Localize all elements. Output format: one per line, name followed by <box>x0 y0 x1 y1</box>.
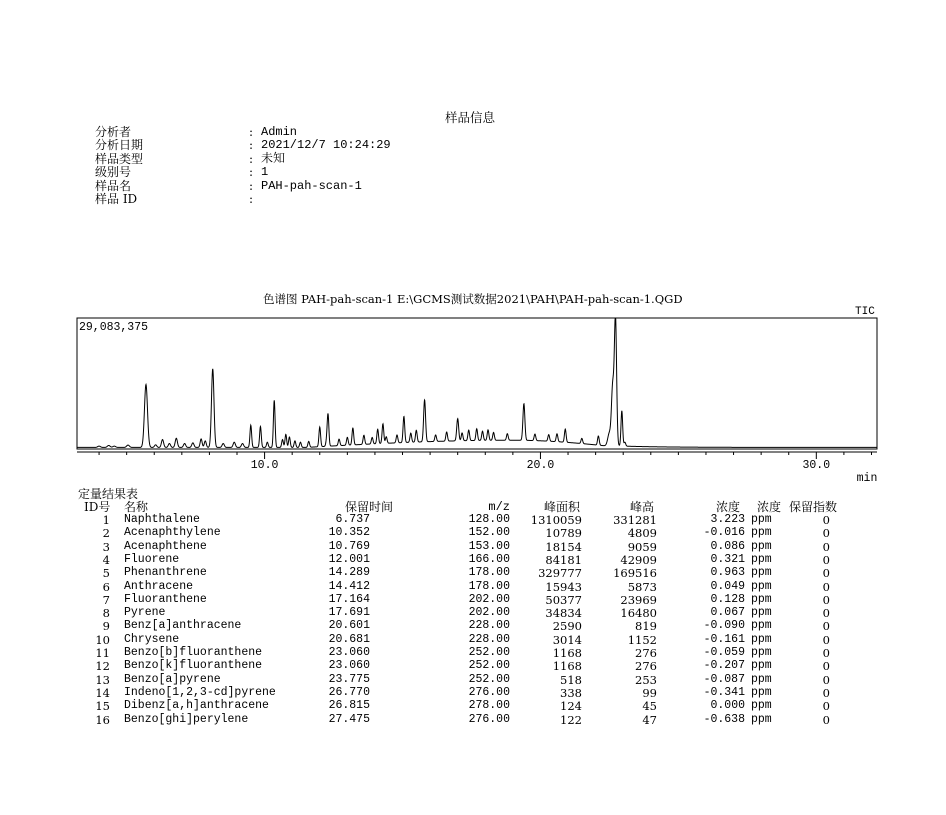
cell-name: Dibenz[a,h]anthracene <box>124 699 269 713</box>
cell-id: 8 <box>102 606 110 621</box>
cell-id: 12 <box>95 659 110 674</box>
header-rt: 保留时间 <box>345 500 394 514</box>
cell-area: 1310059 <box>530 513 582 527</box>
cell-height: 819 <box>635 619 657 634</box>
cell-area: 3014 <box>552 632 582 647</box>
tic-trace <box>77 318 877 447</box>
header-area: 峰面积 <box>544 500 581 514</box>
cell-mz: 178.00 <box>468 579 510 593</box>
cell-unit: ppm <box>751 685 772 699</box>
cell-rt: 10.769 <box>328 539 370 553</box>
cell-rt: 20.681 <box>328 632 370 646</box>
cell-name: Fluoranthene <box>124 592 207 606</box>
cell-name: Indeno[1,2,3-cd]pyrene <box>124 685 276 699</box>
cell-ri: 0 <box>822 659 830 674</box>
cell-conc: -0.090 <box>703 619 745 633</box>
cell-name: Benzo[ghi]perylene <box>124 712 249 726</box>
cell-mz: 276.00 <box>468 685 510 699</box>
x-tick-label: 30.0 <box>802 459 831 472</box>
cell-mz: 252.00 <box>468 659 510 673</box>
cell-ri: 0 <box>822 699 830 714</box>
cell-area: 2590 <box>552 619 582 634</box>
header-conc: 浓度 <box>716 500 741 514</box>
cell-id: 1 <box>102 513 110 527</box>
cell-conc: 0.086 <box>710 539 745 553</box>
cell-name: Benzo[a]pyrene <box>124 672 221 686</box>
cell-ri: 0 <box>822 513 830 527</box>
sample-info-value: 1 <box>261 165 269 180</box>
cell-conc: -0.161 <box>703 632 745 646</box>
cell-rt: 14.289 <box>328 566 370 580</box>
sample-info-value: 未知 <box>261 151 286 166</box>
sample-info-colon: : <box>249 125 254 139</box>
cell-mz: 278.00 <box>468 699 510 713</box>
cell-rt: 26.770 <box>328 685 370 699</box>
cell-height: 99 <box>642 685 657 700</box>
cell-unit: ppm <box>751 619 772 633</box>
x-unit-label: min <box>856 472 878 485</box>
sample-info-colon: : <box>249 178 254 193</box>
cell-id: 13 <box>95 672 110 687</box>
cell-unit: ppm <box>751 699 772 713</box>
cell-height: 9059 <box>627 539 657 554</box>
cell-height: 42909 <box>620 552 657 567</box>
header-conc-unit: 浓度 <box>757 500 782 514</box>
cell-ri: 0 <box>822 566 830 581</box>
cell-mz: 202.00 <box>468 592 510 606</box>
cell-id: 10 <box>95 632 110 647</box>
cell-mz: 166.00 <box>468 552 510 566</box>
cell-mz: 153.00 <box>468 539 510 553</box>
cell-ri: 0 <box>822 646 830 660</box>
cell-id: 4 <box>102 552 110 567</box>
sample-info-label: 样品 ID <box>95 192 138 206</box>
sample-info-value: 2021/12/7 10:24:29 <box>261 138 391 153</box>
trace-label: TIC <box>855 306 875 318</box>
cell-height: 276 <box>635 659 657 674</box>
cell-name: Acenaphthene <box>124 539 207 553</box>
cell-height: 45 <box>642 699 657 714</box>
cell-height: 5873 <box>627 579 657 594</box>
cell-conc: -0.016 <box>703 526 745 540</box>
cell-name: Fluorene <box>124 552 180 566</box>
cell-mz: 128.00 <box>468 513 510 526</box>
cell-conc: -0.207 <box>703 659 745 673</box>
cell-conc: 0.067 <box>710 606 745 620</box>
sample-info-label: 分析日期 <box>95 138 144 153</box>
cell-id: 5 <box>102 566 110 581</box>
cell-height: 23969 <box>620 592 657 607</box>
sample-info-value: Admin <box>261 125 298 139</box>
cell-area: 1168 <box>552 659 582 674</box>
cell-unit: ppm <box>751 539 772 553</box>
cell-conc: -0.341 <box>703 685 745 699</box>
cell-rt: 17.691 <box>328 606 370 620</box>
cell-height: 331281 <box>613 513 657 527</box>
cell-conc: -0.087 <box>703 672 745 686</box>
cell-height: 169516 <box>613 566 657 581</box>
cell-unit: ppm <box>751 552 772 566</box>
cell-height: 4809 <box>627 526 657 541</box>
header-ri: 保留指数 <box>789 500 838 514</box>
cell-area: 338 <box>560 685 582 700</box>
cell-name: Chrysene <box>124 632 180 646</box>
cell-ri: 0 <box>822 592 830 607</box>
header-height: 峰高 <box>630 500 655 514</box>
cell-rt: 23.775 <box>328 672 370 686</box>
cell-height: 16480 <box>620 606 657 621</box>
cell-area: 518 <box>560 672 582 687</box>
cell-mz: 228.00 <box>468 619 510 633</box>
cell-rt: 27.475 <box>328 712 370 726</box>
cell-area: 50377 <box>545 592 582 607</box>
cell-ri: 0 <box>822 632 830 647</box>
cell-ri: 0 <box>822 606 830 621</box>
quant-table-title: 定量结果表 <box>78 487 139 501</box>
cell-unit: ppm <box>751 659 772 673</box>
cell-conc: -0.638 <box>703 712 745 726</box>
cell-conc: 3.223 <box>710 513 745 526</box>
cell-height: 276 <box>635 646 657 660</box>
cell-name: Benzo[k]fluoranthene <box>124 659 263 673</box>
cell-name: Pyrene <box>124 606 166 620</box>
cell-id: 14 <box>95 685 110 700</box>
sample-info-title: 样品信息 <box>445 110 496 125</box>
sample-info-label: 样品类型 <box>95 151 144 166</box>
cell-ri: 0 <box>822 526 830 541</box>
sample-info-colon: : <box>249 165 254 180</box>
x-tick-label: 10.0 <box>250 459 279 472</box>
cell-rt: 14.412 <box>328 579 370 593</box>
cell-unit: ppm <box>751 592 772 606</box>
header-name: 名称 <box>124 500 149 514</box>
cell-name: Benz[a]anthracene <box>124 619 242 633</box>
sample-info-colon: : <box>249 151 254 166</box>
cell-ri: 0 <box>822 685 830 700</box>
cell-id: 16 <box>95 712 110 727</box>
cell-conc: 0.049 <box>710 579 745 593</box>
cell-area: 124 <box>560 699 582 714</box>
cell-unit: ppm <box>751 672 772 686</box>
sample-info-label: 级别号 <box>95 165 132 180</box>
cell-ri: 0 <box>822 552 830 567</box>
cell-rt: 12.001 <box>328 552 370 566</box>
cell-id: 3 <box>102 539 110 554</box>
cell-conc: -0.059 <box>703 646 745 659</box>
cell-rt: 20.601 <box>328 619 370 633</box>
cell-name: Benzo[b]fluoranthene <box>124 646 263 659</box>
cell-mz: 178.00 <box>468 566 510 580</box>
cell-unit: ppm <box>751 712 772 726</box>
cell-id: 2 <box>102 526 110 541</box>
cell-conc: 0.963 <box>710 566 745 580</box>
cell-name: Phenanthrene <box>124 566 207 580</box>
cell-unit: ppm <box>751 606 772 620</box>
cell-height: 1152 <box>627 632 657 647</box>
cell-rt: 6.737 <box>335 513 370 526</box>
cell-area: 1168 <box>552 646 582 660</box>
header-id: ID号 <box>84 500 111 514</box>
cell-mz: 152.00 <box>468 526 510 540</box>
cell-name: Anthracene <box>124 579 194 593</box>
cell-unit: ppm <box>751 632 772 646</box>
cell-unit: ppm <box>751 646 772 659</box>
cell-ri: 0 <box>822 579 830 594</box>
cell-mz: 276.00 <box>468 712 510 726</box>
cell-area: 34834 <box>545 606 582 621</box>
max-intensity-label: 29,083,375 <box>79 321 149 334</box>
chromatogram-title: 色谱图 PAH-pah-scan-1 E:\GCMS测试数据2021\PAH\PAH-pah-scan-1.QGD <box>263 292 683 306</box>
cell-id: 7 <box>102 592 110 607</box>
sample-info-colon: : <box>249 138 254 153</box>
cell-conc: 0.000 <box>710 699 745 713</box>
cell-area: 329777 <box>538 566 582 581</box>
cell-name: Naphthalene <box>124 513 200 526</box>
cell-mz: 202.00 <box>468 606 510 620</box>
cell-area: 18154 <box>545 539 582 554</box>
cell-rt: 23.060 <box>328 646 370 659</box>
sample-info-label: 样品名 <box>95 178 132 193</box>
cell-area: 10789 <box>545 526 582 541</box>
cell-unit: ppm <box>751 513 772 526</box>
cell-conc: 0.128 <box>710 592 745 606</box>
cell-conc: 0.321 <box>710 552 745 566</box>
sample-info-colon: : <box>249 192 254 206</box>
sample-info-value: PAH-pah-scan-1 <box>261 178 362 193</box>
sample-info-label: 分析者 <box>95 125 132 139</box>
cell-height: 253 <box>635 672 657 687</box>
cell-height: 47 <box>642 712 657 727</box>
cell-mz: 228.00 <box>468 632 510 646</box>
cell-rt: 23.060 <box>328 659 370 673</box>
cell-ri: 0 <box>822 619 830 634</box>
cell-ri: 0 <box>822 539 830 554</box>
cell-name: Acenaphthylene <box>124 526 221 540</box>
cell-ri: 0 <box>822 672 830 687</box>
cell-id: 11 <box>95 646 110 660</box>
cell-rt: 17.164 <box>328 592 370 606</box>
header-mz: m/z <box>488 500 510 514</box>
cell-id: 6 <box>102 579 110 594</box>
cell-area: 122 <box>560 712 582 727</box>
cell-rt: 10.352 <box>328 526 370 540</box>
cell-id: 9 <box>102 619 110 634</box>
cell-ri: 0 <box>822 712 830 727</box>
cell-id: 15 <box>95 699 110 714</box>
cell-unit: ppm <box>751 526 772 540</box>
cell-area: 84181 <box>545 552 582 567</box>
x-tick-label: 20.0 <box>526 459 555 472</box>
cell-rt: 26.815 <box>328 699 370 713</box>
cell-area: 15943 <box>545 579 582 594</box>
cell-mz: 252.00 <box>468 646 510 659</box>
cell-mz: 252.00 <box>468 672 510 686</box>
cell-unit: ppm <box>751 566 772 580</box>
cell-unit: ppm <box>751 579 772 593</box>
